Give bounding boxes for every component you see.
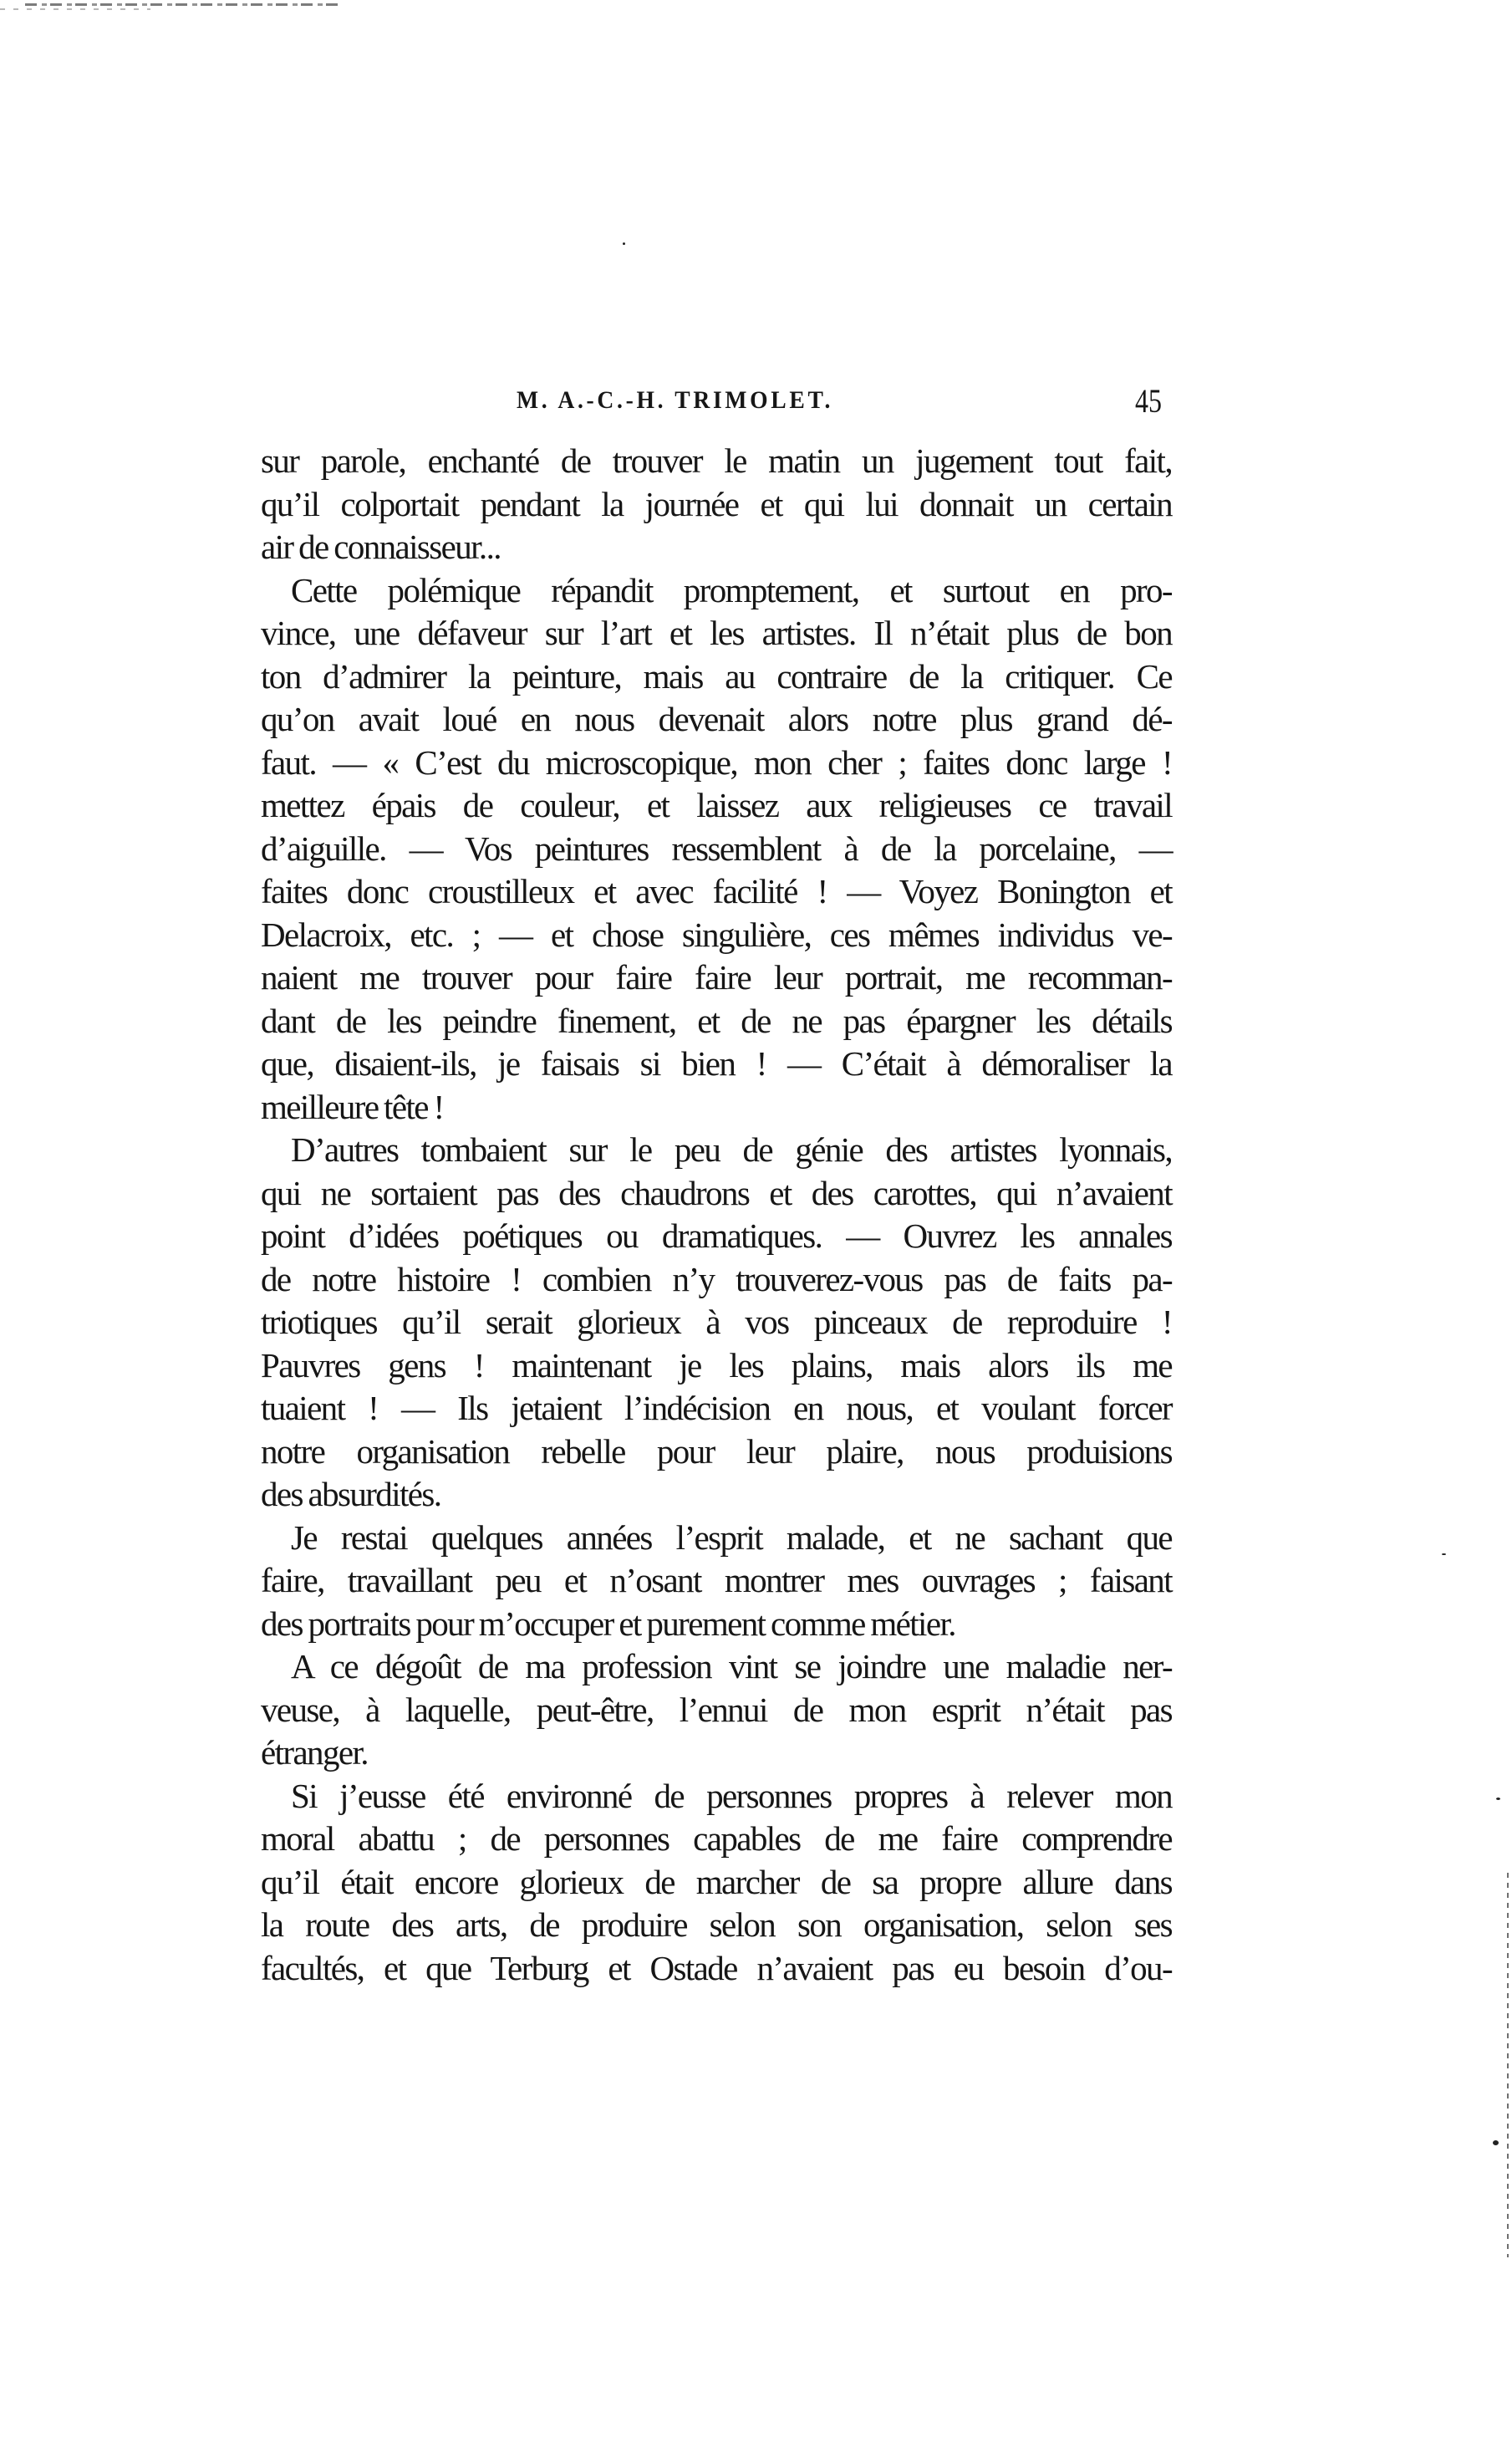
scan-speck <box>1493 2140 1499 2145</box>
text-line: de notre histoire ! combien n’y trouverez-vous pas de faits pa- <box>261 1259 1172 1298</box>
text-line: D’autres tombaient sur le peu de génie des artistes lyonnais, <box>291 1130 1172 1169</box>
text-line: tuaient ! — Ils jetaient l’indécision en nous, et voulant forcer <box>261 1389 1172 1427</box>
text-line: A ce dégoût de ma profession vint se joindre une maladie ner- <box>291 1647 1172 1685</box>
text-line: faites donc croustilleux et avec facilité ! — Voyez Bonington et <box>261 872 1172 910</box>
text-line: point d’idées poétiques ou dramatiques. — Ouvrez les annales <box>261 1216 1172 1255</box>
text-line: Pauvres gens ! maintenant je les plains, mais alors ils me <box>261 1345 1172 1385</box>
text-line: dant de les peindre finement, et de ne pas épargner les détails <box>261 1001 1172 1040</box>
page-number: 45 <box>1135 382 1162 420</box>
text-line: faire, travaillant peu et n’osant montrer mes ouvrages ; faisant <box>261 1561 1172 1599</box>
text-line: Si j’eusse été environné de personnes propres à relever mon <box>291 1776 1172 1815</box>
text-line: qu’on avait loué en nous devenait alors notre plus grand dé- <box>261 700 1172 738</box>
text-line: moral abattu ; de personnes capables de me faire comprendre <box>261 1819 1172 1858</box>
text-line: faut. — « C’est du microscopique, mon cher ; faites donc large ! <box>261 742 1172 782</box>
text-line: que, disaient-ils, je faisais si bien ! — C’était à démoraliser la <box>261 1044 1172 1083</box>
text-line: des absurdités. <box>261 1475 441 1513</box>
body-text <box>261 440 1172 1990</box>
text-line: sur parole, enchanté de trouver le matin un jugement tout fait, <box>261 441 1172 480</box>
text-line: Cette polémique répandit promptement, et surtout en pro- <box>291 570 1172 609</box>
text-line: d’aiguille. — Vos peintures ressemblent à de la porcelaine, — <box>261 829 1172 868</box>
text-line: qu’il était encore glorieux de marcher de sa propre allure dans <box>261 1862 1172 1901</box>
text-line: triotiques qu’il serait glorieux à vos pinceaux de reproduire ! <box>261 1303 1172 1341</box>
text-line: notre organisation rebelle pour leur plaire, nous produisions <box>261 1431 1172 1471</box>
scan-edge-artifact <box>25 3 343 6</box>
scan-speck <box>1442 1553 1446 1555</box>
text-line: naient me trouver pour faire faire leur portrait, me recomman- <box>261 958 1172 997</box>
text-line: des portraits pour m’occuper et purement comme métier. <box>261 1604 955 1643</box>
text-line: ton d’admirer la peinture, mais au contraire de la critiquer. Ce <box>261 656 1172 696</box>
text-line: mettez épais de couleur, et laissez aux religieuses ce travail <box>261 786 1172 824</box>
running-head-title: M. A.-C.-H. TRIMOLET. <box>517 386 834 414</box>
scan-speck <box>623 242 625 245</box>
text-line: qu’il colportait pendant la journée et qui lui donnait un certain <box>261 484 1172 523</box>
text-line: Je restai quelques années l’esprit malade, et ne sachant que <box>291 1517 1172 1557</box>
text-line: la route des arts, de produire selon son organisation, selon ses <box>261 1905 1172 1944</box>
text-line: air de connaisseur... <box>261 528 501 566</box>
scan-margin-artifact <box>1507 1873 1509 2257</box>
text-line: Delacroix, etc. ; — et chose singulière, ces mêmes individus ve- <box>261 915 1172 954</box>
text-line: veuse, à laquelle, peut-être, l’ennui de mon esprit n’était pas <box>261 1690 1172 1729</box>
text-line: meilleure tête ! <box>261 1087 444 1126</box>
text-line: facultés, et que Terburg et Ostade n’avaient pas eu besoin d’ou- <box>261 1948 1172 1987</box>
scan-speck <box>1496 1798 1500 1800</box>
text-line: qui ne sortaient pas des chaudrons et des carottes, qui n’avaient <box>261 1173 1172 1212</box>
running-head <box>261 382 1172 423</box>
text-line: étranger. <box>261 1733 368 1772</box>
text-line: vince, une défaveur sur l’art et les artistes. Il n’était plus de bon <box>261 614 1172 652</box>
scan-edge-artifact <box>0 8 150 10</box>
